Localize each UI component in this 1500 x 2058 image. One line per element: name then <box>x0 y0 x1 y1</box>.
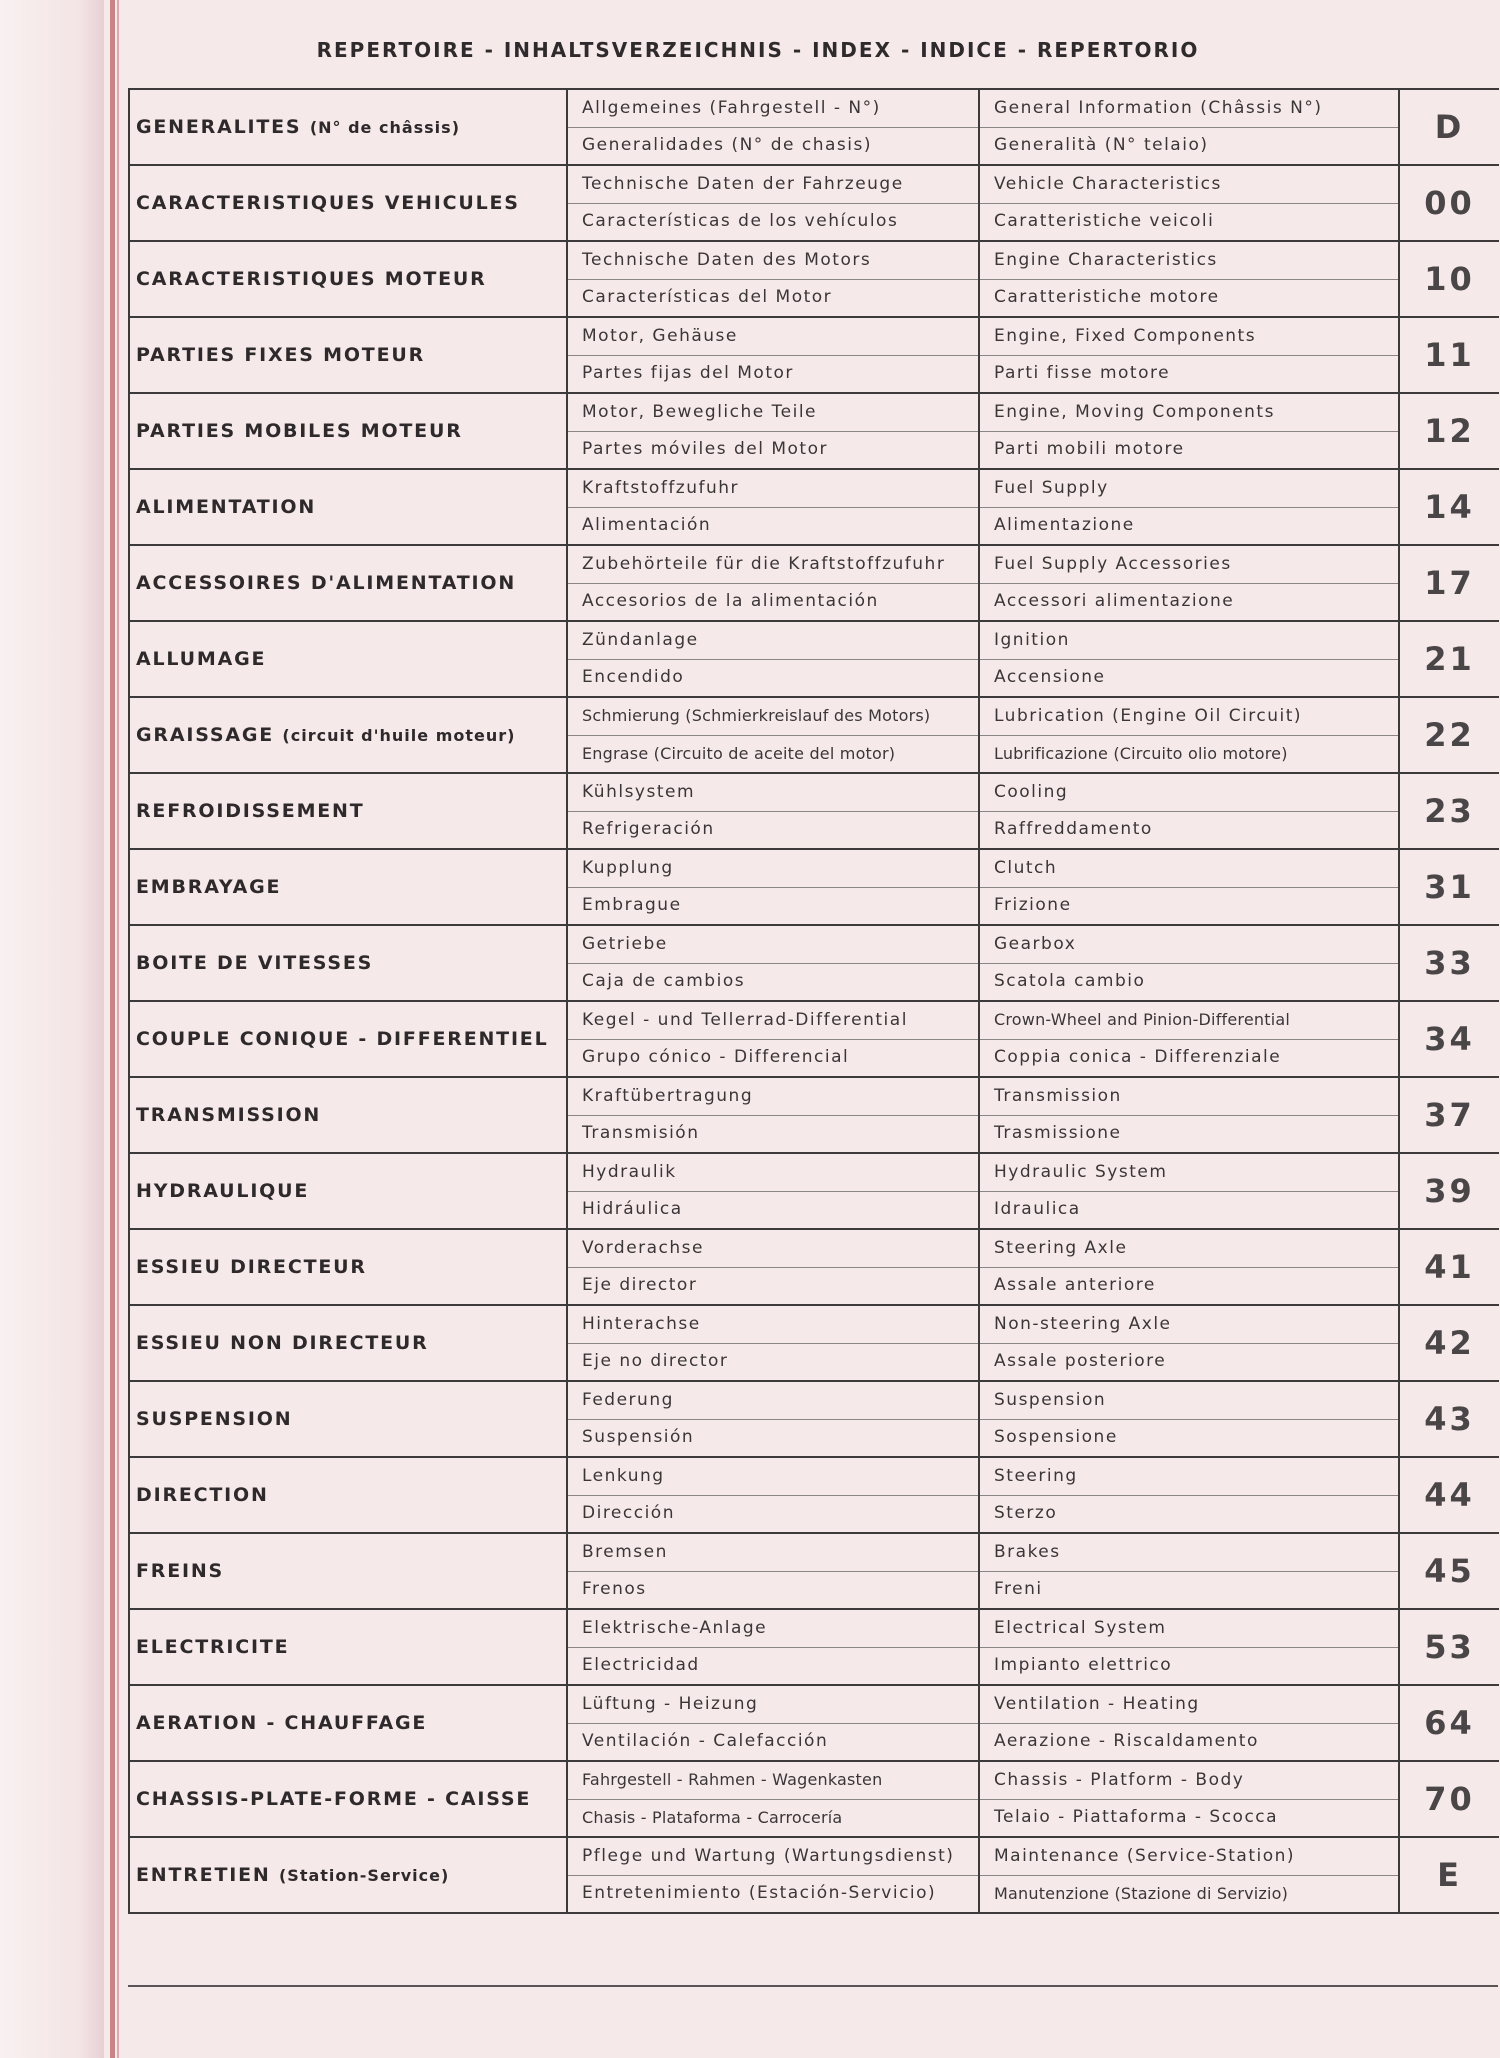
section-title-fr-main: BOITE DE VITESSES <box>136 951 374 974</box>
section-code: 64 <box>1399 1685 1499 1761</box>
section-title-en: Steering Axle <box>979 1229 1399 1267</box>
section-title-de: Technische Daten der Fahrzeuge <box>567 165 979 203</box>
section-title-es: Dirección <box>567 1495 979 1533</box>
section-title-de: Zündanlage <box>567 621 979 659</box>
section-title-en: Crown-Wheel and Pinion-Differential <box>979 1001 1399 1039</box>
section-title-fr <box>129 849 567 925</box>
section-title-de: Elektrische-Anlage <box>567 1609 979 1647</box>
section-title-fr <box>129 1761 567 1837</box>
index-row <box>129 621 1499 659</box>
index-row <box>129 1077 1499 1115</box>
index-row <box>129 545 1499 583</box>
section-title-en: Vehicle Characteristics <box>979 165 1399 203</box>
section-title-fr <box>129 89 567 165</box>
section-title-fr <box>129 1533 567 1609</box>
section-title-es: Caja de cambios <box>567 963 979 1001</box>
section-title-fr-main: SUSPENSION <box>136 1407 293 1430</box>
section-title-de: Vorderachse <box>567 1229 979 1267</box>
section-code: 39 <box>1399 1153 1499 1229</box>
section-title-fr <box>129 621 567 697</box>
section-title-it: Scatola cambio <box>979 963 1399 1001</box>
section-title-fr <box>129 1837 567 1913</box>
section-code: 31 <box>1399 849 1499 925</box>
section-title-de: Kühlsystem <box>567 773 979 811</box>
index-row <box>129 1153 1499 1191</box>
section-title-it: Assale posteriore <box>979 1343 1399 1381</box>
section-title-de: Schmierung (Schmierkreislauf des Motors) <box>567 697 979 735</box>
index-row <box>129 925 1499 963</box>
section-title-de: Federung <box>567 1381 979 1419</box>
section-title-en: Electrical System <box>979 1609 1399 1647</box>
section-title-it: Raffreddamento <box>979 811 1399 849</box>
section-title-en: Chassis - Platform - Body <box>979 1761 1399 1799</box>
section-title-fr-main: CARACTERISTIQUES VEHICULES <box>136 191 520 214</box>
section-title-de: Hinterachse <box>567 1305 979 1343</box>
section-title-en: Transmission <box>979 1077 1399 1115</box>
section-title-it: Idraulica <box>979 1191 1399 1229</box>
section-title-it: Aerazione - Riscaldamento <box>979 1723 1399 1761</box>
section-title-de: Allgemeines (Fahrgestell - N°) <box>567 89 979 127</box>
section-title-en: Clutch <box>979 849 1399 887</box>
index-row <box>129 1609 1499 1647</box>
section-title-es: Eje no director <box>567 1343 979 1381</box>
binding-rule-secondary <box>117 0 119 2058</box>
index-row <box>129 1837 1499 1875</box>
section-code: D <box>1399 89 1499 165</box>
section-title-it: Impianto elettrico <box>979 1647 1399 1685</box>
section-title-en: Ignition <box>979 621 1399 659</box>
section-code: 11 <box>1399 317 1499 393</box>
section-code: 14 <box>1399 469 1499 545</box>
section-title-en: Lubrication (Engine Oil Circuit) <box>979 697 1399 735</box>
section-title-fr-main: PARTIES MOBILES MOTEUR <box>136 419 463 442</box>
section-title-es: Embrague <box>567 887 979 925</box>
section-title-de: Zubehörteile für die Kraftstoffzufuhr <box>567 545 979 583</box>
index-row <box>129 165 1499 203</box>
section-title-it: Caratteristiche veicoli <box>979 203 1399 241</box>
section-title-en: Fuel Supply Accessories <box>979 545 1399 583</box>
section-code: 34 <box>1399 1001 1499 1077</box>
section-title-es: Engrase (Circuito de aceite del motor) <box>567 735 979 773</box>
section-title-fr <box>129 1153 567 1229</box>
section-title-fr <box>129 165 567 241</box>
section-title-de: Getriebe <box>567 925 979 963</box>
section-title-it: Alimentazione <box>979 507 1399 545</box>
section-title-it: Caratteristiche motore <box>979 279 1399 317</box>
section-title-fr <box>129 925 567 1001</box>
section-title-fr-main: TRANSMISSION <box>136 1103 322 1126</box>
section-title-en: Engine, Moving Components <box>979 393 1399 431</box>
section-title-es: Chasis - Plataforma - Carrocería <box>567 1799 979 1837</box>
section-title-fr-sub: (Station-Service) <box>278 1865 450 1885</box>
section-code: 43 <box>1399 1381 1499 1457</box>
section-code: 23 <box>1399 773 1499 849</box>
section-title-en: General Information (Châssis N°) <box>979 89 1399 127</box>
index-table-body <box>129 89 1499 1913</box>
section-title-es: Partes fijas del Motor <box>567 355 979 393</box>
section-title-es: Frenos <box>567 1571 979 1609</box>
section-title-it: Assale anteriore <box>979 1267 1399 1305</box>
section-title-fr-main: ACCESSOIRES D'ALIMENTATION <box>136 571 517 594</box>
section-title-fr-main: AERATION - CHAUFFAGE <box>136 1711 428 1734</box>
section-title-es: Características de los vehículos <box>567 203 979 241</box>
section-title-fr-main: HYDRAULIQUE <box>136 1179 310 1202</box>
section-title-es: Accesorios de la alimentación <box>567 583 979 621</box>
index-row <box>129 1533 1499 1571</box>
section-title-it: Generalità (N° telaio) <box>979 127 1399 165</box>
section-title-es: Eje director <box>567 1267 979 1305</box>
index-row <box>129 773 1499 811</box>
section-title-de: Kraftübertragung <box>567 1077 979 1115</box>
section-title-fr <box>129 1609 567 1685</box>
index-row <box>129 1457 1499 1495</box>
index-row <box>129 393 1499 431</box>
index-row <box>129 241 1499 279</box>
section-title-es: Electricidad <box>567 1647 979 1685</box>
section-title-fr <box>129 1381 567 1457</box>
section-title-fr-main: ENTRETIEN <box>136 1863 271 1886</box>
section-title-it: Sterzo <box>979 1495 1399 1533</box>
index-row <box>129 1305 1499 1343</box>
section-title-en: Maintenance (Service-Station) <box>979 1837 1399 1875</box>
section-title-fr <box>129 1305 567 1381</box>
section-title-es: Partes móviles del Motor <box>567 431 979 469</box>
section-title-de: Bremsen <box>567 1533 979 1571</box>
section-title-es: Refrigeración <box>567 811 979 849</box>
section-code: 33 <box>1399 925 1499 1001</box>
section-title-fr-main: ESSIEU DIRECTEUR <box>136 1255 367 1278</box>
section-title-it: Manutenzione (Stazione di Servizio) <box>979 1875 1399 1913</box>
section-title-fr-main: CHASSIS-PLATE-FORME - CAISSE <box>136 1787 532 1810</box>
section-title-fr-sub: (circuit d'huile moteur) <box>282 725 516 745</box>
binding-rule <box>110 0 115 2058</box>
section-title-fr-main: ELECTRICITE <box>136 1635 290 1658</box>
section-title-es: Transmisión <box>567 1115 979 1153</box>
section-title-de: Fahrgestell - Rahmen - Wagenkasten <box>567 1761 979 1799</box>
section-title-en: Brakes <box>979 1533 1399 1571</box>
table-bottom-rule <box>128 1985 1498 1987</box>
section-title-es: Generalidades (N° de chasis) <box>567 127 979 165</box>
page-binding-margin <box>0 0 104 2058</box>
section-title-de: Technische Daten des Motors <box>567 241 979 279</box>
section-title-es: Entretenimiento (Estación-Servicio) <box>567 1875 979 1913</box>
section-title-fr <box>129 697 567 773</box>
section-code: 53 <box>1399 1609 1499 1685</box>
section-title-de: Motor, Gehäuse <box>567 317 979 355</box>
section-title-en: Engine, Fixed Components <box>979 317 1399 355</box>
section-title-fr <box>129 1001 567 1077</box>
index-row <box>129 1685 1499 1723</box>
section-title-fr <box>129 1229 567 1305</box>
section-code: 21 <box>1399 621 1499 697</box>
index-row <box>129 317 1499 355</box>
section-title-it: Telaio - Piattaforma - Scocca <box>979 1799 1399 1837</box>
section-title-de: Pflege und Wartung (Wartungsdienst) <box>567 1837 979 1875</box>
section-title-it: Lubrificazione (Circuito olio motore) <box>979 735 1399 773</box>
index-row <box>129 1761 1499 1799</box>
section-code: 45 <box>1399 1533 1499 1609</box>
section-title-it: Trasmissione <box>979 1115 1399 1153</box>
section-title-it: Coppia conica - Differenziale <box>979 1039 1399 1077</box>
section-title-it: Accensione <box>979 659 1399 697</box>
section-title-es: Hidráulica <box>567 1191 979 1229</box>
section-code: 37 <box>1399 1077 1499 1153</box>
section-code: 17 <box>1399 545 1499 621</box>
section-code: 70 <box>1399 1761 1499 1837</box>
section-title-fr <box>129 241 567 317</box>
section-title-fr-main: CARACTERISTIQUES MOTEUR <box>136 267 487 290</box>
section-title-fr <box>129 1457 567 1533</box>
section-title-fr-main: EMBRAYAGE <box>136 875 282 898</box>
section-title-de: Hydraulik <box>567 1153 979 1191</box>
section-title-it: Frizione <box>979 887 1399 925</box>
section-title-es: Características del Motor <box>567 279 979 317</box>
page-title: REPERTOIRE - INHALTSVERZEICHNIS - INDEX - INDICE - REPERTORIO <box>316 38 1200 62</box>
index-row <box>129 697 1499 735</box>
section-title-es: Grupo cónico - Differencial <box>567 1039 979 1077</box>
section-title-it: Sospensione <box>979 1419 1399 1457</box>
section-title-it: Accessori alimentazione <box>979 583 1399 621</box>
section-title-fr-main: DIRECTION <box>136 1483 269 1506</box>
section-title-fr-main: FREINS <box>136 1559 225 1582</box>
index-row <box>129 1229 1499 1267</box>
section-code: 41 <box>1399 1229 1499 1305</box>
section-title-de: Kupplung <box>567 849 979 887</box>
section-code: 42 <box>1399 1305 1499 1381</box>
section-title-en: Suspension <box>979 1381 1399 1419</box>
index-row <box>129 89 1499 127</box>
section-title-fr <box>129 773 567 849</box>
section-code: E <box>1399 1837 1499 1913</box>
section-title-fr <box>129 317 567 393</box>
section-title-en: Steering <box>979 1457 1399 1495</box>
section-code: 22 <box>1399 697 1499 773</box>
section-title-fr <box>129 545 567 621</box>
section-title-fr-main: REFROIDISSEMENT <box>136 799 365 822</box>
section-title-de: Lenkung <box>567 1457 979 1495</box>
section-title-en: Ventilation - Heating <box>979 1685 1399 1723</box>
section-title-fr-main: PARTIES FIXES MOTEUR <box>136 343 426 366</box>
index-row <box>129 1381 1499 1419</box>
section-title-it: Parti fisse motore <box>979 355 1399 393</box>
section-title-fr <box>129 393 567 469</box>
section-title-fr <box>129 469 567 545</box>
section-title-en: Hydraulic System <box>979 1153 1399 1191</box>
index-table <box>128 88 1499 1914</box>
section-title-en: Fuel Supply <box>979 469 1399 507</box>
section-code: 10 <box>1399 241 1499 317</box>
index-row <box>129 1001 1499 1039</box>
section-title-es: Suspensión <box>567 1419 979 1457</box>
section-title-fr <box>129 1685 567 1761</box>
section-title-fr-main: GRAISSAGE <box>136 723 274 746</box>
section-title-de: Kraftstoffzufuhr <box>567 469 979 507</box>
section-title-it: Parti mobili motore <box>979 431 1399 469</box>
section-title-es: Ventilación - Calefacción <box>567 1723 979 1761</box>
section-title-it: Freni <box>979 1571 1399 1609</box>
index-row <box>129 849 1499 887</box>
section-title-fr <box>129 1077 567 1153</box>
section-title-fr-main: GENERALITES <box>136 115 302 138</box>
section-title-en: Gearbox <box>979 925 1399 963</box>
section-title-de: Motor, Bewegliche Teile <box>567 393 979 431</box>
section-title-es: Encendido <box>567 659 979 697</box>
section-title-fr-main: ESSIEU NON DIRECTEUR <box>136 1331 429 1354</box>
section-code: 12 <box>1399 393 1499 469</box>
section-title-fr-main: COUPLE CONIQUE - DIFFERENTIEL <box>136 1027 549 1050</box>
section-title-de: Kegel - und Tellerrad-Differential <box>567 1001 979 1039</box>
section-title-fr-main: ALLUMAGE <box>136 647 267 670</box>
section-title-en: Engine Characteristics <box>979 241 1399 279</box>
section-title-fr-sub: (N° de châssis) <box>309 117 460 137</box>
section-title-en: Cooling <box>979 773 1399 811</box>
section-title-de: Lüftung - Heizung <box>567 1685 979 1723</box>
index-row <box>129 469 1499 507</box>
section-title-es: Alimentación <box>567 507 979 545</box>
section-code: 44 <box>1399 1457 1499 1533</box>
section-title-en: Non-steering Axle <box>979 1305 1399 1343</box>
section-title-fr-main: ALIMENTATION <box>136 495 317 518</box>
section-code: 00 <box>1399 165 1499 241</box>
